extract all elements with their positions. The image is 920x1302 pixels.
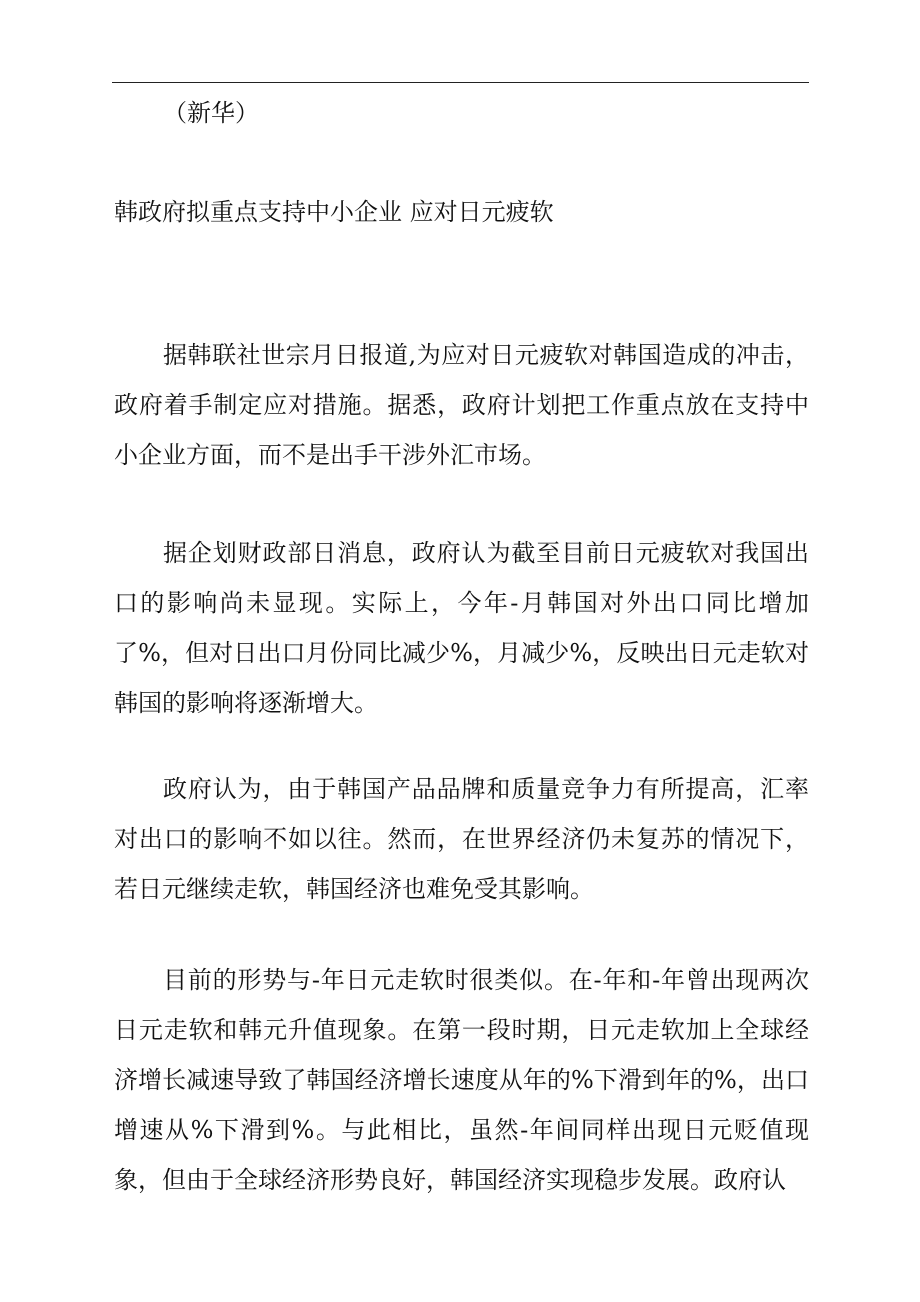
article-headline: 韩政府拟重点支持中小企业 应对日元疲软 bbox=[114, 198, 554, 226]
body-paragraph-1: 据韩联社世宗月日报道,为应对日元疲软对韩国造成的冲击，政府着手制定应对措施。据悉，政府计划把工作重点放在支持中小企业方面，而不是出手干涉外汇市场。 bbox=[114, 341, 809, 469]
news-source: （新华） bbox=[163, 99, 259, 127]
body-paragraph-3: 政府认为，由于韩国产品品牌和质量竞争力有所提高，汇率对出口的影响不如以往。然而，在世界经济仍未复苏的情况下，若日元继续走软，韩国经济也难免受其影响。 bbox=[114, 775, 809, 903]
header-rule bbox=[112, 82, 809, 83]
body-paragraph-4: 目前的形势与-年日元走软时很类似。在-年和-年曾出现两次日元走软和韩元升值现象。在第一段时期，日元走软加上全球经济增长减速导致了韩国经济增长速度从年的%下滑到年的%，出口增速从%下滑到%。与此相比，虽然-年间同样出现日元贬值现象，但由于全球经济形势良好，韩国经济实现稳步发展。政府认 bbox=[114, 966, 809, 1194]
body-paragraph-2: 据企划财政部日消息，政府认为截至目前日元疲软对我国出口的影响尚未显现。实际上，今年-月韩国对外出口同比增加了%，但对日出口月份同比减少%，月减少%，反映出日元走软对韩国的影响将逐渐增大。 bbox=[114, 539, 809, 717]
